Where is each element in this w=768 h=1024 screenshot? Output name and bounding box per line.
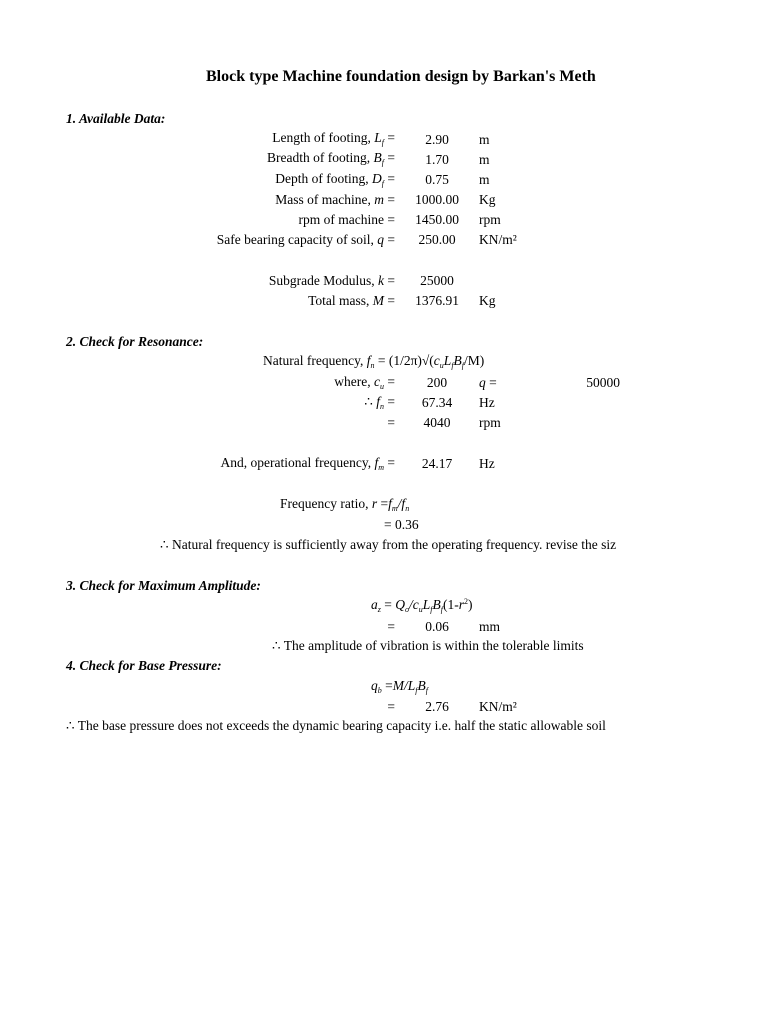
subgrade-value: 25000 [420,273,454,288]
length-unit: m [479,132,490,147]
length-label-text: Length of footing, [272,130,371,145]
fn-rpm-unit: rpm [479,415,501,430]
az-B: B [432,597,441,612]
rpm-label: rpm of machine = [298,212,395,227]
breadth-label [267,150,395,166]
ratio-f1-sub: m [391,504,398,513]
qb-equals: = [385,678,393,693]
base-pressure-value: 2.76 [425,699,449,714]
ratio-f1: f [388,496,392,511]
qb-symbol: q [371,678,378,693]
breadth-equals: = [387,150,395,165]
az-subscript: z [377,605,381,614]
section-resonance-heading: 2. Check for Resonance: [66,334,204,349]
q-symbol: q [479,375,486,390]
where-cu-label [334,374,395,390]
mass-equals: = [387,192,395,207]
therefore-icon: ∴ [364,394,373,409]
qb-L-sub: f [415,686,418,695]
az-Q: Q [395,597,405,612]
nat-c: c [433,353,440,368]
section-base-pressure-heading: 4. Check for Base Pressure: [66,658,222,673]
ratio-symbol: r [371,496,378,511]
ratio-equals: = [380,496,389,511]
az-r: r [458,597,465,612]
depth-label-text: Depth of footing, [275,171,369,186]
az-c-sub: u [418,605,423,614]
operational-frequency-label [221,455,396,471]
fn-rpm-equals: = [387,415,395,430]
where-symbol: c [374,374,380,389]
page-title: Block type Machine foundation design by Barkan's Meth [206,69,596,85]
total-mass-value: 1376.91 [415,293,459,308]
total-mass-unit: Kg [479,293,496,308]
amplitude-equals: = [387,619,395,634]
depth-equals: = [387,171,395,186]
breadth-subscript: f [381,158,384,167]
nat-subscript: n [370,361,375,370]
length-value: 2.90 [425,132,449,147]
base-pressure-conclusion: ∴ The base pressure does not exceeds the dynamic bearing capacity i.e. half the static allowable soil [66,718,606,733]
breadth-symbol: B [373,150,382,165]
nat-L: L [443,353,452,368]
depth-label [275,171,395,187]
rpm-unit: rpm [479,212,501,227]
az-r-sup: 2 [464,597,469,606]
ratio-label: Frequency ratio, [280,496,369,511]
op-label-text: And, operational frequency, [220,455,372,470]
length-subscript: f [381,138,384,147]
total-mass-equals: = [387,293,395,308]
length-symbol: L [374,130,382,145]
sbc-unit: KN/m² [479,232,517,247]
az-L-sub: f [430,605,433,614]
sbc-label [217,232,395,248]
q-equals: = [489,375,497,390]
resonance-conclusion: ∴ Natural frequency is sufficiently away from the operating frequency. revise the siz [160,537,617,552]
az-slash: / [409,597,413,612]
op-equals: = [387,455,395,470]
frequency-ratio-value: = 0.36 [384,517,419,532]
qb-B: B [417,678,426,693]
sbc-symbol: q [377,232,384,247]
fn-subscript: n [380,402,384,411]
total-mass-symbol: M [372,293,384,308]
sbc-value: 250.00 [418,232,456,247]
where-equals: = [387,374,395,389]
mass-unit: Kg [479,192,496,207]
op-symbol: f [374,455,379,470]
qb-M: M [392,678,404,693]
az-symbol: a [371,597,378,612]
az-L: L [422,597,431,612]
mass-symbol: m [374,192,384,207]
amplitude-formula [371,597,473,613]
where-text: where, [334,374,371,389]
total-mass-label [308,293,395,309]
nat-formula-part-a: = (1/2π)√( [377,353,434,368]
nat-symbol: f [366,353,371,368]
az-equals: = [384,597,392,612]
section-amplitude-heading: 3. Check for Maximum Amplitude: [66,578,261,593]
rpm-value: 1450.00 [415,212,459,227]
fn-symbol: f [376,394,380,409]
subgrade-equals: = [387,273,395,288]
qb-subscript: b [377,686,382,695]
cu-value: 200 [426,375,448,390]
mass-label [275,192,395,208]
fn-rpm-value: 4040 [423,415,451,430]
mass-label-text: Mass of machine, [275,192,371,207]
section-available-data-heading: 1. Available Data: [66,111,166,126]
fn-label [364,394,395,410]
q-value: 50000 [586,375,620,390]
nat-L-sub: f [451,361,454,370]
ratio-slash: / [397,496,402,511]
q-label [479,375,497,391]
breadth-unit: m [479,152,490,167]
base-pressure-unit: KN/m² [479,699,517,714]
depth-value: 0.75 [425,172,449,187]
total-mass-label-text: Total mass, [308,293,370,308]
qb-B-sub: f [425,686,428,695]
nat-B-sub: f [461,361,465,370]
mass-value: 1000.00 [415,192,459,207]
sbc-label-text: Safe bearing capacity of soil, [216,232,374,247]
az-B-sub: f [440,605,443,614]
sbc-equals: = [387,232,395,247]
breadth-label-text: Breadth of footing, [267,150,371,165]
amplitude-unit: mm [479,619,501,634]
operational-frequency-value: 24.17 [421,456,453,471]
natural-frequency-label: Natural frequency, [263,353,364,368]
subgrade-label [269,273,395,289]
fn-unit: Hz [479,395,495,410]
breadth-value: 1.70 [425,152,449,167]
az-close: ) [468,597,473,612]
operational-frequency-unit: Hz [479,456,495,471]
frequency-ratio-formula [280,496,409,512]
az-paren: (1- [443,597,459,612]
nat-B: B [453,353,462,368]
az-Q-sub: o [405,605,409,614]
nat-c-sub: u [439,361,444,370]
subgrade-label-text: Subgrade Modulus, [268,273,375,288]
amplitude-conclusion: ∴ The amplitude of vibration is within the tolerable limits [272,638,584,653]
qb-L: L [407,678,416,693]
depth-symbol: D [372,171,382,186]
az-c: c [412,597,419,612]
depth-subscript: f [381,179,384,188]
ratio-f2-sub: n [405,504,410,513]
fn-value: 67.34 [421,395,453,410]
depth-unit: m [479,172,490,187]
fn-equals: = [387,394,395,409]
length-equals: = [387,130,395,145]
natural-frequency-formula [263,353,484,369]
base-pressure-equals: = [387,699,395,714]
length-label [272,130,395,146]
ratio-f2: f [401,496,406,511]
nat-formula-part-b: /M) [464,353,485,368]
amplitude-value: 0.06 [425,619,449,634]
where-subscript: u [380,382,384,391]
subgrade-symbol: k [378,273,384,288]
op-subscript: m [378,463,384,472]
qb-slash: / [404,678,408,693]
base-pressure-formula [371,678,428,694]
